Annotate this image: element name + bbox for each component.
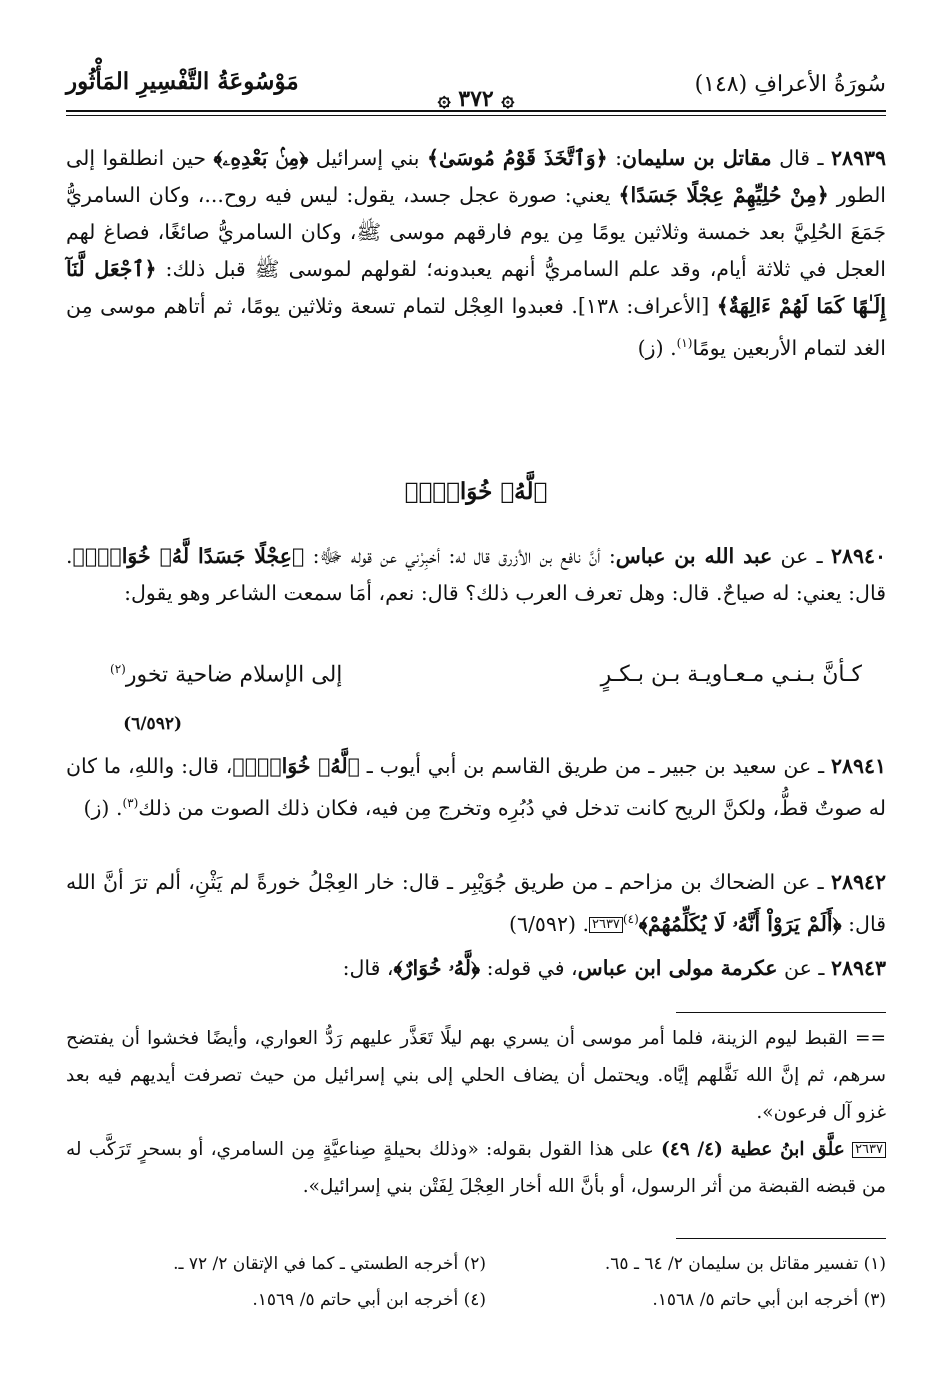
- verse-first-hemistich: كـأنَّ بـنـي مـعـاويـة بـن بـكـرٍ: [600, 662, 862, 687]
- book-title: مَوْسُوعَةُ التَّفْسِيرِ المَأْثُور: [66, 68, 299, 95]
- entry-28939: ٢٨٩٣٩ ـ قال مقاتل بن سليمان: ﴿وَٱتَّخَذَ قَوْمُ مُوسَىٰ﴾ بني إسرائيل ﴿مِنۢ بَعْدِهِۦ﴾ حين انطلقوا إلى الطور ﴿مِنْ حُلِيِّهِمْ عِجْلًا جَسَدًا﴾ يعني: صورة عجل جسد، يقول: ليس فيه روح...، وكان السامريُّ جَمَعَ الحُلِيَّ بعد خمسة وثلاثين يومًا مِن يوم فارقهم موسى ﷺ، وكان السامريُّ صائغًا، فصاغ لهم العجل في ثلاثة أيام، وقد علم السامريُّ أنهم يعبدونه؛ لقولهم لموسى ﷺ قبل ذلك: ﴿ٱجْعَل لَّنَآ إِلَـٰهًا كَمَا لَهُمْ ءَالِهَةٌ﴾ [الأعراف: ١٣٨]. فعبدوا العِجْل لتمام تسعة وثلاثين يومًا، ثم أتاهم موسى مِن الغد لتمام الأربعين يومًا$^{(١)}$. (ز): [66, 146, 887, 360]
- entry-28942: ٢٨٩٤٢ ـ عن الضحاك بن مزاحم ـ من طريق جُوَيْبِر ـ قال: خار العِجْلُ خورةً لم يَثْنِ، ألم ترَ أنَّ الله قال: ﴿أَلَمْ يَرَوْاْ أَنَّهُۥ لَا يُكَلِّمُهُمْ﴾$^{(٤)}$٢٦٣٧. (٦/٥٩٢): [66, 870, 886, 936]
- quran-quote: ﴿عِجْلًا جَسَدًا لَّهُۥ خُوَارٌۚ﴾: [72, 544, 305, 568]
- surah-title: سُورَةُ الأعرافِ (١٤٨): [694, 72, 886, 97]
- volume-page-ref: (٦/٥٩٢): [123, 714, 182, 734]
- footnote-marker: (٢): [110, 662, 126, 676]
- quran-quote: ﴿لَّهُۥ خُوَارٌۚ﴾: [232, 754, 360, 778]
- commentary-ref-box: ٢٦٣٧: [589, 917, 623, 933]
- header-rule-thin: [66, 115, 886, 116]
- verse-second-hemistich: إلى الإسلام ضاحية تخور$^{(٢)}$: [110, 662, 343, 688]
- quran-quote: ﴿ٱجْعَل لَّنَآ إِلَـٰهًا كَمَا لَهُمْ ءَالِهَةٌ﴾: [66, 257, 886, 318]
- narrator-name: عكرمة مولى ابن عباس: [577, 956, 778, 980]
- footnote: (١) تفسير مقاتل بن سليمان ٢/ ٦٤ ـ ٦٥.: [604, 1254, 886, 1274]
- commentary-note: ٢٦٣٧ علَّق ابنُ عطية (٤/ ٤٩) على هذا القول بقوله: «وذلك بحيلةٍ صِناعيَّةٍ مِن السامري، أو بسحرٍ تَرَكَّب له من قبضه القبضة من أثر الرسول، أو بأنَّ الله أخار العِجْلَ لِفَتْن بني إسرائيل».: [66, 1139, 886, 1197]
- footnote-marker: (٣): [122, 796, 139, 810]
- commentary: [66, 1020, 886, 1205]
- quran-quote: ﴿أَلَمْ يَرَوْاْ أَنَّهُۥ لَا يُكَلِّمُهُمْ﴾: [638, 911, 842, 936]
- footnote: (٣) أخرجه ابن أبي حاتم ٥/ ١٥٦٨.: [652, 1290, 886, 1310]
- entry-number: ٢٨٩٤٢: [830, 870, 886, 894]
- footnote: (٤) أخرجه ابن أبي حاتم ٥/ ١٥٦٩.: [252, 1290, 486, 1310]
- continuation-mark: ==: [854, 1028, 886, 1049]
- entry-number: ٢٨٩٤١: [830, 754, 886, 778]
- narrator-name: مقاتل بن سليمان: [622, 146, 772, 170]
- poetry-verse: [110, 662, 862, 702]
- commentary-separator: [676, 1012, 886, 1013]
- entry-28943: ٢٨٩٤٣ ـ عن عكرمة مولى ابن عباس، في قوله: ﴿لَّهُۥ خُوَارٌ﴾، قال:: [342, 956, 886, 980]
- entry-28941: ٢٨٩٤١ ـ عن سعيد بن جبير ـ من طريق القاسم بن أبي أيوب ـ ﴿لَّهُۥ خُوَارٌۚ﴾، قال: واللهِ، ما كان له صوتٌ قطُّ، ولكنَّ الريح كانت تدخل في دُبُرِه وتخرج مِن فيه، فكان ذلك الصوت من ذلك$^{(٣)}$. (ز): [66, 754, 886, 820]
- header-rule: [66, 110, 886, 112]
- footnote-marker: (٤): [622, 912, 639, 926]
- entry-28940: ٢٨٩٤٠ ـ عن عبد الله بن عباس: أنَّ نافع بن الأزرق قال له: أخبِرْني عن قوله ﷻ: ﴿عِجْلًا جَسَدًا لَّهُۥ خُوَارٌۚ﴾. قال: يعني: له صياحٌ. قال: وهل تعرف العرب ذلك؟ قال: نعم، أمَا سمعت الشاعر وهو يقول:: [66, 544, 886, 605]
- quran-quote: ﴿مِنْ حُلِيِّهِمْ عِجْلًا جَسَدًا﴾: [618, 183, 829, 207]
- narrator-name: عبد الله بن عباس: [615, 544, 773, 568]
- entry-number: ٢٨٩٤٣: [830, 956, 886, 980]
- commentary-ref-box: ٢٦٣٧: [852, 1142, 886, 1158]
- commentary-continuation: == القبط ليوم الزينة، فلما أمر موسى أن يسري بهم ليلًا تَعَذَّر عليهم رَدُّ العواري، وأيضًا فخشوا أن يفتضح سرهم، ثم إنَّ الله نَفَّلهم إيَّاه. ويحتمل أن يضاف الحلي إلى بني إسرائيل من حيث تصرفت أيديهم فيه بعد غزو آل فرعون».: [66, 1028, 886, 1123]
- section-heading: ﴿لَّهُۥ خُوَارٌۚ﴾: [404, 478, 548, 505]
- entry-number: ٢٨٩٤٠: [830, 544, 886, 568]
- entry-number: ٢٨٩٣٩: [830, 146, 887, 170]
- quran-quote: ﴿وَٱتَّخَذَ قَوْمُ مُوسَىٰ﴾: [426, 146, 608, 170]
- page-header: [66, 68, 886, 112]
- commentator-name: علَّق ابنُ عطية (٤/ ٤٩): [661, 1139, 845, 1160]
- page-number: ۞ ٣٧٢ ۞: [437, 86, 515, 112]
- footnote: (٢) أخرجه الطستي ـ كما في الإتقان ٢/ ٧٢ ـ.: [173, 1254, 486, 1274]
- quran-quote: ﴿لَّهُۥ خُوَارٌ﴾: [393, 956, 481, 980]
- footnote-marker: (١): [676, 336, 693, 350]
- footnotes-separator: [676, 1238, 886, 1239]
- quran-quote: ﴿مِنۢ بَعْدِهِۦ﴾: [213, 146, 309, 170]
